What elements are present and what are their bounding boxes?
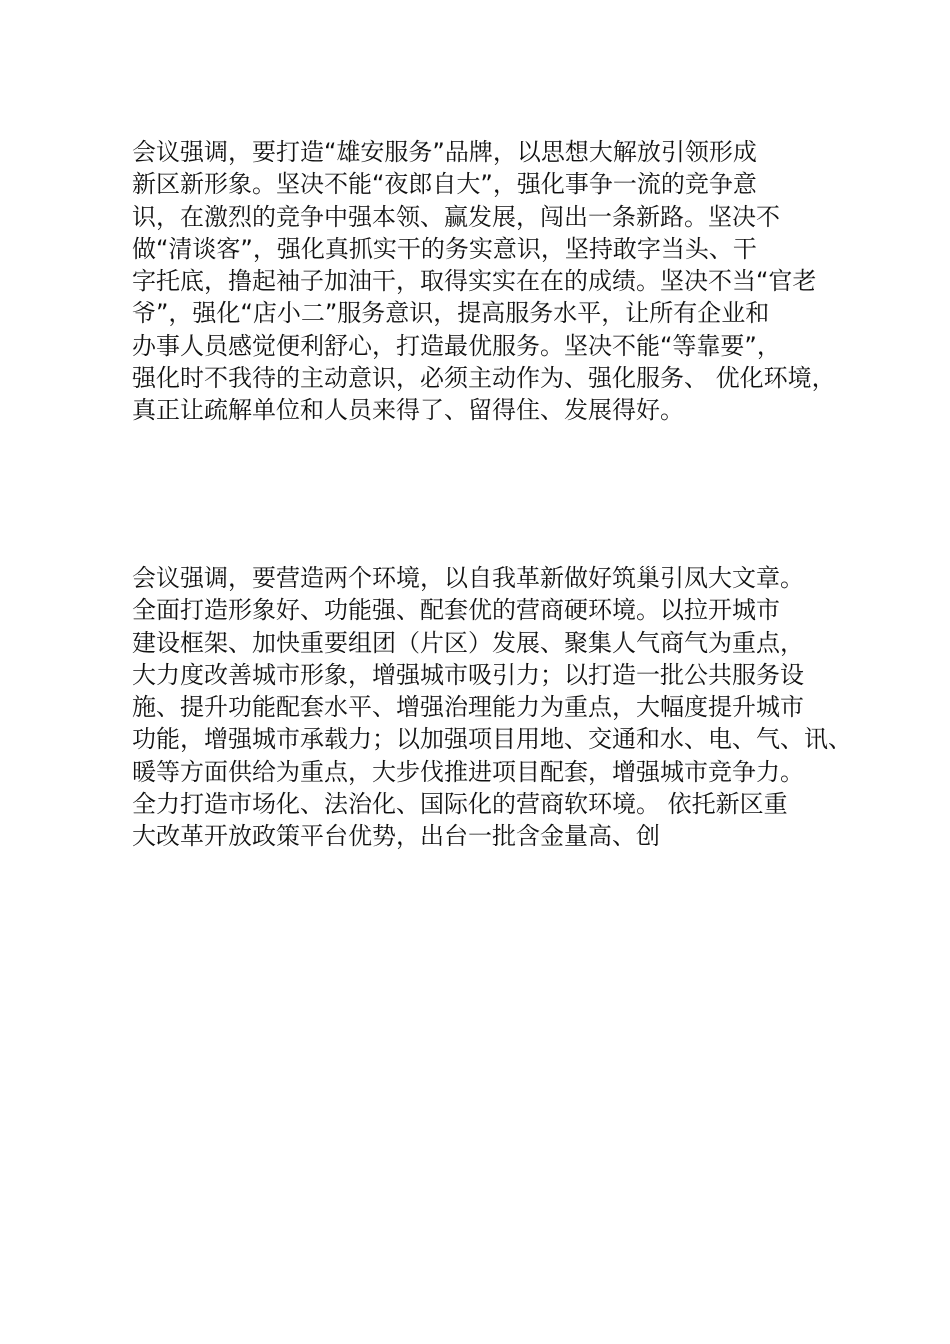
paragraph-line: 建设框架、加快重要组团（片区）发展、聚集人气商气为重点， <box>132 628 804 657</box>
paragraph-line: 字托底，撸起袖子加油干，取得实实在在的成绩。坚决不当“官老 <box>132 267 817 296</box>
paragraph-2 <box>132 562 852 853</box>
paragraph-line: 施、提升功能配套水平、增强治理能力为重点，大幅度提升城市 <box>132 693 804 722</box>
paragraph-line: 功能，增强城市承载力；以加强项目用地、交通和水、电、气、讯、 <box>132 725 852 754</box>
paragraph-line: 大力度改善城市形象，增强城市吸引力；以打造一批公共服务设 <box>132 660 804 689</box>
paragraph-line: 办事人员感觉便利舒心，打造最优服务。坚决不能“等靠要”， <box>132 331 781 360</box>
paragraph-line: 全面打造形象好、功能强、配套优的营商硬环境。以拉开城市 <box>132 596 780 625</box>
paragraph-line: 暖等方面供给为重点，大步伐推进项目配套，增强城市竞争力。 <box>132 757 804 786</box>
paragraph-line: 大改革开放政策平台优势，出台一批含金量高、创 <box>132 822 660 851</box>
paragraph-1 <box>132 136 852 427</box>
paragraph-line: 新区新形象。坚决不能“夜郎自大”，强化事争一流的竞争意 <box>132 170 757 199</box>
paragraph-line: 识，在激烈的竞争中强本领、赢发展，闯出一条新路。坚决不 <box>132 202 780 231</box>
paragraph-line: 强化时不我待的主动意识，必须主动作为、强化服务、 优化环境， <box>132 364 836 393</box>
paragraph-line: 全力打造市场化、法治化、国际化的营商软环境。 依托新区重 <box>132 790 788 819</box>
paragraph-line: 会议强调，要打造“雄安服务”品牌，以思想大解放引领形成 <box>132 138 757 166</box>
paragraph-line: 会议强调，要营造两个环境，以自我革新做好筑巢引凤大文章。 <box>132 564 804 592</box>
paragraph-line: 真正让疏解单位和人员来得了、留得住、发展得好。 <box>132 396 684 425</box>
paragraph-line: 做“清谈客”，强化真抓实干的务实意识，坚持敢字当头、干 <box>132 234 757 263</box>
paragraph-line: 爷”，强化“店小二”服务意识，提高服务水平，让所有企业和 <box>132 299 770 328</box>
